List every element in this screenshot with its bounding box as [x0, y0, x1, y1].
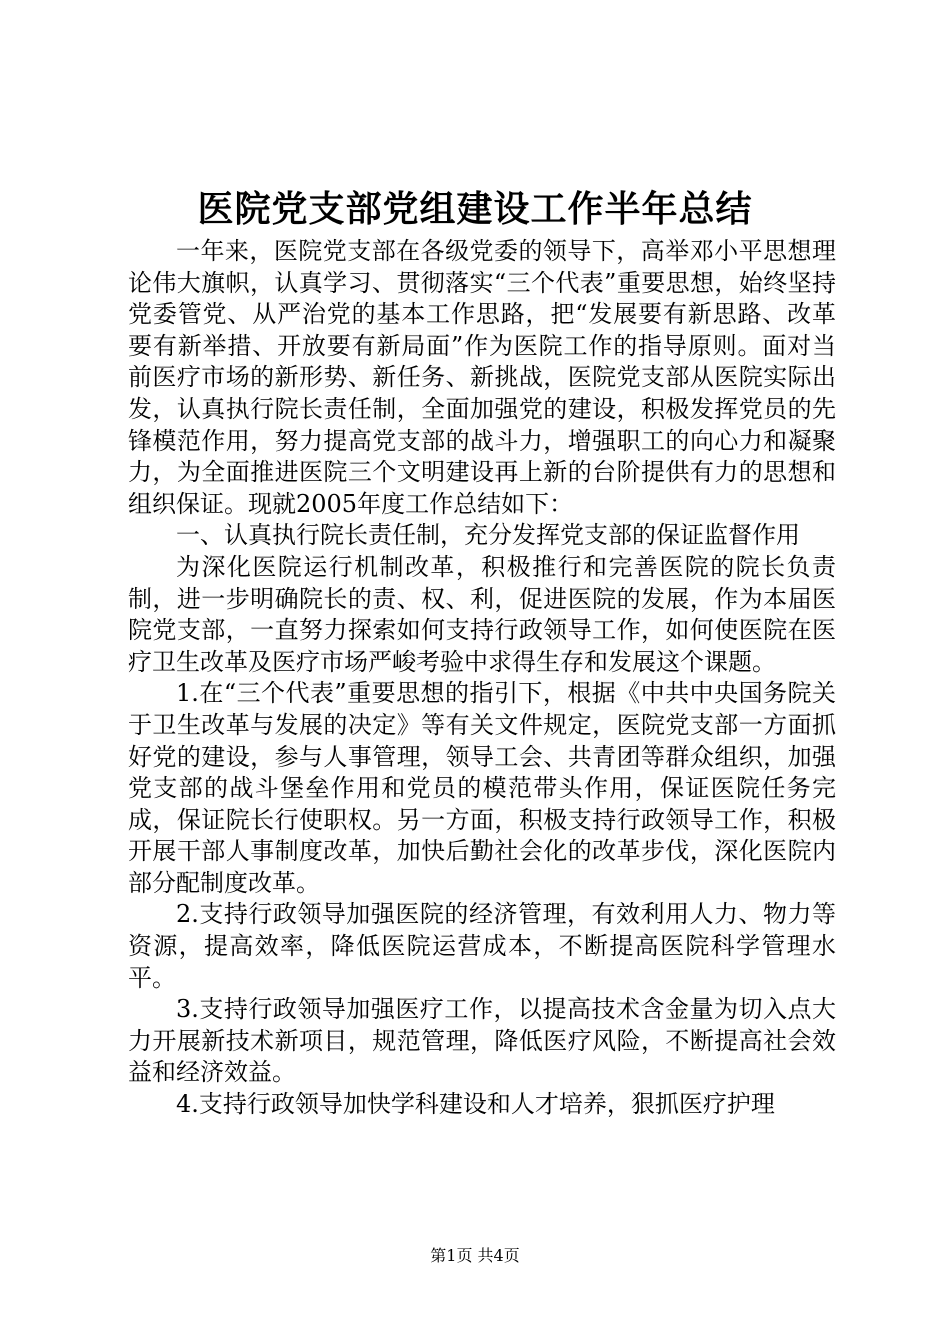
paragraph-intro: 一年来，医院党支部在各级党委的领导下，高举邓小平思想理论伟大旗帜，认真学习、贯彻落实“三个代表”重要思想，始终坚持党委管党、从严治党的基本工作思路，把“发展要有新思路、改革要有新举措、开放要有新局面”作为医院工作的指导原则。面对当前医疗市场的新形势、新任务、新挑战，医院党支部从医院实际出发，认真执行院长责任制，全面加强党的建设，积极发挥党员的先锋模范作用，努力提高党支部的战斗力，增强职工的向心力和凝聚力，为全面推进医院三个文明建设再上新的台阶提供有力的思想和组织保证。现就2005年度工作总结如下： [128, 237, 836, 518]
paragraph-item-4: 4.支持行政领导加快学科建设和人才培养，狠抓医疗护理 [176, 1090, 775, 1119]
paragraph-item-1: 1.在“三个代表”重要思想的指引下，根据《中共中央国务院关于卫生改革与发展的决定》等有关文件规定，医院党支部一方面抓好党的建设，参与人事管理，领导工会、共青团等群众组织，加强党支部的战斗堡垒作用和党员的模范带头作用，保证医院任务完成，保证院长行使职权。另一方面，积极支持行政领导工作，积极开展干部人事制度改革，加快后勤社会化的改革步伐，深化医院内部分配制度改革。 [128, 679, 836, 897]
paragraph-section-1-intro: 为深化医院运行机制改革，积极推行和完善医院的院长负责制，进一步明确院长的责、权、利，促进医院的发展，作为本届医院党支部，一直努力探索如何支持行政领导工作，如何使医院在医疗卫生改革及医疗市场严峻考验中求得生存和发展这个课题。 [128, 552, 836, 676]
paragraph-item-3: 3.支持行政领导加强医疗工作，以提高技术含金量为切入点大力开展新技术新项目，规范管理，降低医疗风险，不断提高社会效益和经济效益。 [128, 995, 836, 1087]
paragraph-section-heading-1: 一、认真执行院长责任制，充分发挥党支部的保证监督作用 [176, 521, 800, 550]
page-footer: 第1页 共4页 [430, 1246, 520, 1265]
document-body [128, 236, 836, 1121]
paragraph-item-2: 2.支持行政领导加强医院的经济管理，有效利用人力、物力等资源，提高效率，降低医院运营成本，不断提高医院科学管理水平。 [128, 900, 836, 992]
document-title: 医院党支部党组建设工作半年总结 [197, 188, 753, 230]
